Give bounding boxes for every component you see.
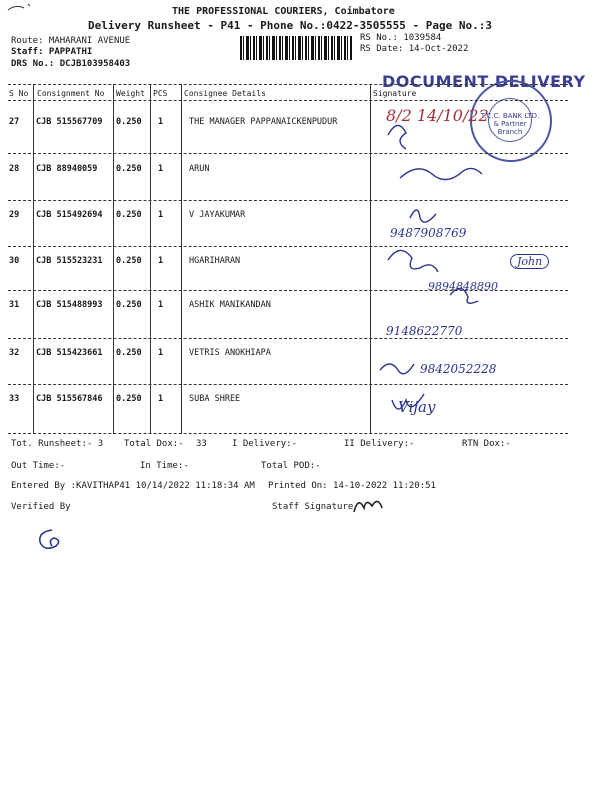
row-29-weight: 0.250 xyxy=(116,210,142,220)
row-28-consignment: CJB 88940059 xyxy=(36,164,98,174)
row-28-consignee: ARUN xyxy=(189,164,210,174)
total-runsheet: Tot. Runsheet:- 3 xyxy=(11,439,104,449)
signature-27-scribble xyxy=(388,125,406,149)
total-dox-label: Total Dox:- xyxy=(124,439,184,449)
row-30-consignment: CJB 515523231 xyxy=(36,256,103,266)
col-header-sno: S No xyxy=(9,89,29,98)
row-31-sno: 31 xyxy=(9,300,20,310)
row-32-consignee: VETRIS ANOKHIAPA xyxy=(189,348,271,358)
handwriting-32: 9842052228 xyxy=(420,362,497,376)
handwriting-30-phone: 9894848890 xyxy=(428,280,498,293)
col-header-signature: Signature xyxy=(373,89,417,98)
col-header-weight: Weight xyxy=(116,89,145,98)
row-27-weight: 0.250 xyxy=(116,117,142,127)
total-dox-value: 33 xyxy=(196,439,207,449)
row-28-sno: 28 xyxy=(9,164,20,174)
row-33-consignee: SUBA SHREE xyxy=(189,394,241,404)
staff-signature-label: Staff Signature xyxy=(272,502,354,512)
row-33-pcs: 1 xyxy=(158,394,164,404)
barcode-image xyxy=(240,36,352,60)
signature-30-scribble xyxy=(388,250,438,272)
col-header-consignment: Consignment No xyxy=(37,89,105,98)
rs-date-label: RS Date: 14-Oct-2022 xyxy=(360,44,469,54)
document-delivery-stamp: DOCUMENT DELIVERY xyxy=(382,72,586,91)
col-divider xyxy=(33,84,34,434)
table-top-line xyxy=(8,84,568,85)
col-divider xyxy=(113,84,114,434)
total-pod-label: Total POD:- xyxy=(261,461,321,471)
row-28-pcs: 1 xyxy=(158,164,164,174)
row-27-consignment: CJB 515567709 xyxy=(36,117,103,127)
signature-32-scribble xyxy=(380,364,414,374)
row-27-sno: 27 xyxy=(9,117,20,127)
row-32-weight: 0.250 xyxy=(116,348,142,358)
row-31-weight: 0.250 xyxy=(116,300,142,310)
row-31-consignee: ASHIK MANIKANDAN xyxy=(189,300,271,310)
entered-by: Entered By :KAVITHAP41 10/14/2022 11:18:34 AM xyxy=(11,481,255,491)
verified-by-initial-scribble xyxy=(34,524,70,554)
row-33-consignment: CJB 515567846 xyxy=(36,394,103,404)
row-27-pcs: 1 xyxy=(158,117,164,127)
printed-on: Printed On: 14-10-2022 11:20:51 xyxy=(268,481,436,491)
ii-delivery-label: II Delivery:- xyxy=(344,439,415,449)
col-header-pcs: PCS xyxy=(153,89,168,98)
row-30-sno: 30 xyxy=(9,256,20,266)
bank-seal-text: T.C.C. BANK LTD. & Partner Branch xyxy=(480,112,540,136)
i-delivery-label: I Delivery:- xyxy=(232,439,298,449)
row-27-consignee: THE MANAGER PAPPANAICKENPUDUR xyxy=(189,117,338,127)
row-32-pcs: 1 xyxy=(158,348,164,358)
row-32-consignment: CJB 515423661 xyxy=(36,348,103,358)
signature-area xyxy=(370,100,580,435)
handwriting-30-name: John xyxy=(510,254,549,269)
signature-28-scribble xyxy=(400,168,482,179)
col-header-consignee: Consignee Details xyxy=(184,89,266,98)
row-31-pcs: 1 xyxy=(158,300,164,310)
rtn-dox-label: RTN Dox:- xyxy=(462,439,511,449)
row-31-consignment: CJB 515488993 xyxy=(36,300,103,310)
staff-label: Staff: PAPPATHI xyxy=(11,47,93,57)
row-32-sno: 32 xyxy=(9,348,20,358)
row-29-consignment: CJB 515492694 xyxy=(36,210,103,220)
company-title: THE PROFESSIONAL COURIERS, Coimbatore xyxy=(172,6,395,17)
row-30-pcs: 1 xyxy=(158,256,164,266)
col-divider xyxy=(181,84,182,434)
row-33-weight: 0.250 xyxy=(116,394,142,404)
row-29-pcs: 1 xyxy=(158,210,164,220)
rs-no-label: RS No.: 1039584 xyxy=(360,33,442,43)
row-30-weight: 0.250 xyxy=(116,256,142,266)
drs-label: DRS No.: DCJB103958403 xyxy=(11,59,131,69)
handwriting-31: 9148622770 xyxy=(386,324,463,338)
runsheet-subtitle: Delivery Runsheet - P41 - Phone No.:0422-3505555 - Page No.:3 xyxy=(88,19,492,32)
row-29-consignee: V JAYAKUMAR xyxy=(189,210,246,220)
corner-mark xyxy=(6,2,36,14)
route-label: Route: MAHARANI AVENUE xyxy=(11,36,131,46)
in-time-label: In Time:- xyxy=(140,461,189,471)
row-30-consignee: HGARIHARAN xyxy=(189,256,241,266)
row-28-weight: 0.250 xyxy=(116,164,142,174)
verified-by-label: Verified By xyxy=(11,502,71,512)
staff-signature-scribble xyxy=(350,494,390,518)
out-time-label: Out Time:- xyxy=(11,461,66,471)
handwriting-33: Vijay xyxy=(398,398,436,416)
row-33-sno: 33 xyxy=(9,394,20,404)
col-divider xyxy=(150,84,151,434)
handwriting-27: 8/2 14/10/22 xyxy=(386,106,489,125)
signature-29-scribble xyxy=(410,210,436,222)
row-29-sno: 29 xyxy=(9,210,20,220)
handwriting-29: 9487908769 xyxy=(390,226,467,240)
